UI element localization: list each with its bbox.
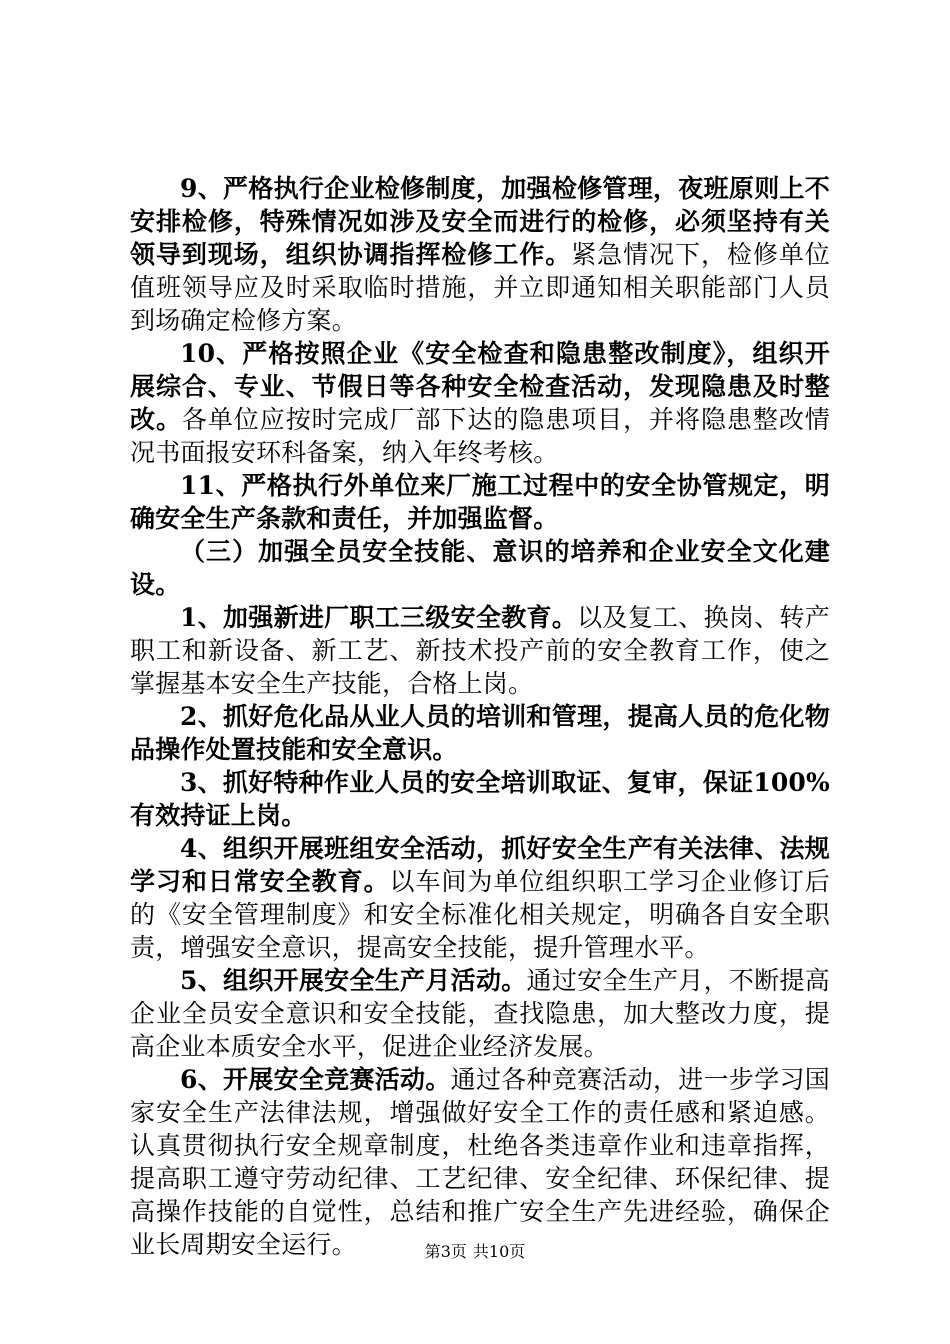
paragraph-item-1	[130, 601, 830, 700]
paragraph-lead: 3、抓好特种作业人员的安全培训取证、复审，保证100%有效持证上岗。	[130, 768, 830, 830]
page-total: 共10页	[472, 1242, 526, 1261]
paragraph-item-2	[130, 700, 830, 766]
section-heading	[130, 535, 830, 601]
paragraph-text: 各单位应按时完成厂部下达的隐患项目，并将隐患整改情况书面报安环科备案，纳入年终考核。	[130, 405, 830, 467]
paragraph-text: 以车间为单位组织职工学习企业修订后的《安全管理制度》和安全标准化相关规定，明确各自安全职责，增强安全意识，提高安全技能，提升管理水平。	[130, 867, 830, 962]
paragraph-item-3	[130, 766, 830, 832]
document-body	[130, 172, 830, 1261]
paragraph-item-6	[130, 1063, 830, 1261]
paragraph-item-11	[130, 469, 830, 535]
paragraph-lead: 6、开展安全竞赛活动。	[180, 1065, 451, 1094]
paragraph-lead: 9、严格执行企业检修制度，加强检修管理，夜班原则上不安排检修，特殊情况如涉及安全而进行的检修，必须坚持有关领导到现场，组织协调指挥检修工作。	[130, 174, 830, 269]
paragraph-lead: 5、组织开展安全生产月活动。	[180, 966, 527, 995]
paragraph-item-4	[130, 832, 830, 964]
paragraph-item-5	[130, 964, 830, 1063]
paragraph-text: 通过各种竞赛活动，进一步学习国家安全生产法律法规，增强做好安全工作的责任感和紧迫感。认真贯彻执行安全规章制度，杜绝各类违章作业和违章指挥，提高职工遵守劳动纪律、工艺纪律、安全纪律、环保纪律、提高操作技能的自觉性，总结和推广安全生产先进经验，确保企业长周期安全运行。	[130, 1065, 830, 1259]
paragraph-text: 通过安全生产月，不断提高企业全员安全意识和安全技能，查找隐患，加大整改力度，提高企业本质安全水平，促进企业经济发展。	[130, 966, 830, 1061]
paragraph-lead: 11、严格执行外单位来厂施工过程中的安全协管规定，明确安全生产条款和责任，并加强监督。	[130, 471, 830, 533]
paragraph-lead: 1、加强新进厂职工三级安全教育。	[180, 603, 578, 632]
paragraph-item-10	[130, 337, 830, 469]
page-number: 第3页	[424, 1242, 467, 1261]
paragraph-lead: 4、组织开展班组安全活动，抓好安全生产有关法律、法规学习和日常安全教育。	[130, 834, 830, 896]
paragraph-item-9	[130, 172, 830, 337]
paragraph-lead: 2、抓好危化品从业人员的培训和管理，提高人员的危化物品操作处置技能和安全意识。	[130, 702, 830, 764]
page-footer	[0, 1242, 950, 1262]
paragraph-text: 紧急情况下，检修单位值班领导应及时采取临时措施，并立即通知相关职能部门人员到场确定检修方案。	[130, 240, 830, 335]
paragraph-text: 以及复工、换岗、转产职工和新设备、新工艺、新技术投产前的安全教育工作，使之掌握基本安全生产技能，合格上岗。	[130, 603, 830, 698]
paragraph-lead: 10、严格按照企业《安全检查和隐患整改制度》，组织开展综合、专业、节假日等各种安全检查活动，发现隐患及时整改。	[130, 339, 830, 434]
section-heading-text: （三）加强全员安全技能、意识的培养和企业安全文化建设。	[130, 537, 830, 599]
